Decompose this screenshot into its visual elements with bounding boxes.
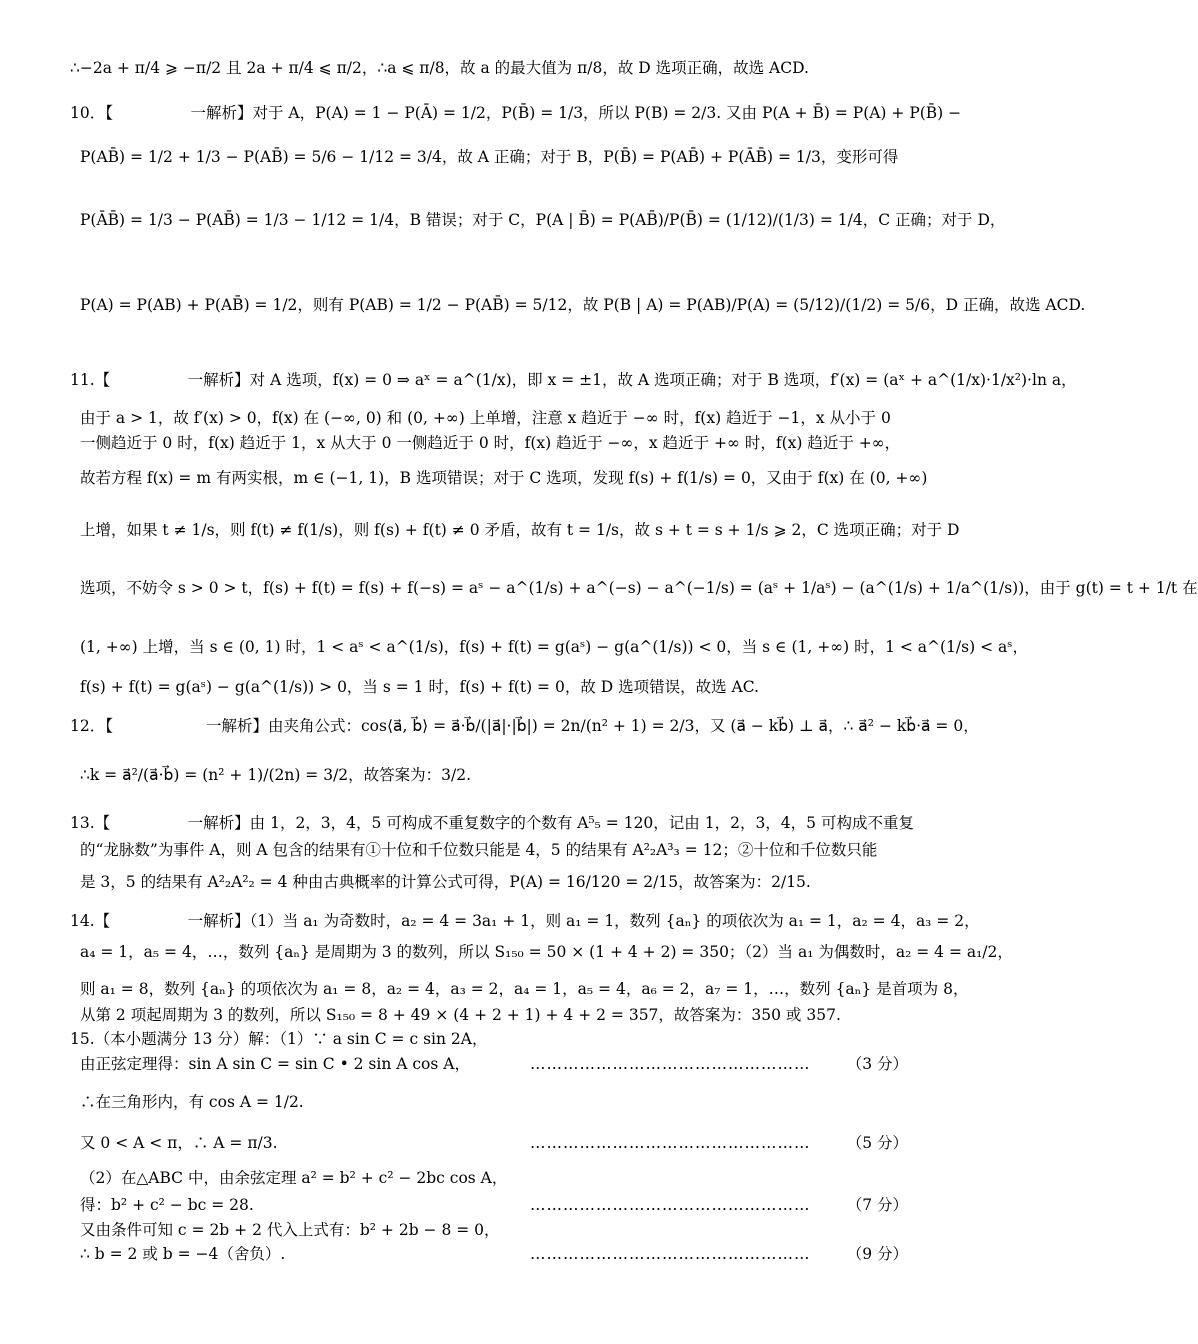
- q11-line: 一侧趋近于 0 时，f(x) 趋近于 1，x 从大于 0 一侧趋近于 0 时，f(x) 趋近于 −∞，x 趋近于 +∞ 时，f(x) 趋近于 +∞，: [80, 434, 901, 452]
- q10-line: P(AB̄) = 1/2 + 1/3 − P(AB̄) = 5/6 − 1/12 = 3/4，故 A 正确；对于 B，P(B̄) = P(AB̄) + P(ĀB̄) = 1/3，变形可得: [80, 148, 899, 166]
- leader-dots: ……………………………………………: [530, 1055, 811, 1073]
- leader-dots: ……………………………………………: [530, 1245, 811, 1263]
- q13-line: 的“龙脉数”为事件 A，则 A 包含的结果有①十位和千位数只能是 4，5 的结果有 A²₂A³₃ = 12；②十位和千位数只能: [80, 841, 878, 859]
- q15-line: （2）在△ABC 中，由余弦定理 a² = b² + c² − 2bc cos A，: [80, 1169, 508, 1187]
- step-text: ∴ b = 2 或 b = −4（舍负）.: [80, 1245, 286, 1263]
- q11-line: 11.【 一解析】对 A 选项，f(x) = 0 ⇒ aˣ = a^(1/x)，即 x = ±1，故 A 选项正确；对于 B 选项，f′(x) = (aˣ + a^(1/x)·1/x²)·ln a，: [70, 371, 1077, 389]
- score-label: （5 分）: [846, 1134, 908, 1152]
- q14-line: 从第 2 项起周期为 3 的数列，所以 S₁₅₀ = 8 + 49 × (4 + 2 + 1) + 4 + 2 = 357，故答案为：350 或 357.: [80, 1006, 841, 1024]
- q13-line: 是 3，5 的结果有 A²₂A²₂ = 4 种由古典概率的计算公式可得，P(A) = 16/120 = 2/15，故答案为：2/15.: [80, 873, 811, 891]
- q11-line: f(s) + f(t) = g(aˢ) − g(a^(1/s)) > 0，当 s = 1 时，f(s) + f(t) = 0，故 D 选项错误，故选 AC.: [80, 678, 759, 696]
- q15-step-line: [80, 1133, 908, 1153]
- q15-step-line: [80, 1244, 908, 1264]
- q11-line: 选项，不妨令 s > 0 > t，f(s) + f(t) = f(s) + f(−s) = aˢ − a^(1/s) + a^(−s) − a^(−1/s) = (aˢ + 1/aˢ) − (a^(1/s) + 1/a^(1/s))，由于 g(t) = t + 1/t 在: [80, 579, 1198, 597]
- leader-dots: ……………………………………………: [530, 1134, 811, 1152]
- q11-line: (1, +∞) 上增，当 s ∈ (0, 1) 时，1 < aˢ < a^(1/s)，f(s) + f(t) = g(aˢ) − g(a^(1/s)) < 0，当 s ∈ (1, +∞) 时，1 < a^(1/s) < aˢ，: [80, 638, 1028, 656]
- q12-line: 12．【 一解析】由夹角公式：cos⟨a⃗, b⃗⟩ = a⃗·b⃗/(|a⃗|·|b⃗|) = 2n/(n² + 1) = 2/3，又 (a⃗ − kb⃗) ⊥ a⃗，∴ a⃗² − kb⃗·a⃗ = 0，: [70, 717, 979, 735]
- q10-line: P(A) = P(AB) + P(AB̄) = 1/2，则有 P(AB) = 1/2 − P(AB̄) = 5/12，故 P(B | A) = P(AB)/P(A) = (5/12)/(1/2) = 5/6，D 正确，故选 ACD.: [80, 296, 1086, 314]
- q14-line: 14.【 一解析】（1）当 a₁ 为奇数时，a₂ = 4 = 3a₁ + 1，则 a₁ = 1，数列 {aₙ} 的项依次为 a₁ = 1，a₂ = 4，a₃ = 2，: [70, 912, 980, 930]
- q15-line: 又由条件可知 c = 2b + 2 代入上式有：b² + 2b − 8 = 0，: [80, 1221, 500, 1239]
- step-text: 得：b² + c² − bc = 28.: [80, 1196, 254, 1214]
- q12-line: ∴k = a⃗²/(a⃗·b⃗) = (n² + 1)/(2n) = 3/2，故答案为：3/2.: [80, 766, 472, 784]
- text-line: ∴−2a + π/4 ⩾ −π/2 且 2a + π/4 ⩽ π/2，∴a ⩽ π/8，故 a 的最大值为 π/8，故 D 选项正确，故选 ACD.: [70, 59, 809, 77]
- q13-line: 13.【 一解析】由 1，2，3，4，5 可构成不重复数字的个数有 A⁵₅ = 120，记由 1，2，3，4，5 可构成不重复: [70, 814, 914, 832]
- score-label: （3 分）: [846, 1055, 908, 1073]
- score-label: （9 分）: [846, 1245, 908, 1263]
- score-label: （7 分）: [846, 1196, 908, 1214]
- q15-line: ∴在三角形内，有 cos A = 1/2.: [80, 1093, 304, 1111]
- step-text: 由正弦定理得：sin A sin C = sin C • 2 sin A cos A，: [80, 1055, 470, 1073]
- q11-line: 由于 a > 1，故 f′(x) > 0，f(x) 在 (−∞, 0) 和 (0, +∞) 上单增，注意 x 趋近于 −∞ 时，f(x) 趋近于 −1，x 从小于 0: [80, 409, 891, 427]
- step-text: 又 0 < A < π，∴ A = π/3.: [80, 1134, 278, 1152]
- q11-line: 故若方程 f(x) = m 有两实根，m ∈ (−1, 1)，B 选项错误；对于 C 选项，发现 f(s) + f(1/s) = 0，又由于 f(x) 在 (0, +∞): [80, 469, 928, 487]
- q14-line: 则 a₁ = 8，数列 {aₙ} 的项依次为 a₁ = 8，a₂ = 4，a₃ = 2，a₄ = 1，a₅ = 4，a₆ = 2，a₇ = 1，…，数列 {aₙ} 是首项为 8，: [80, 980, 969, 998]
- q10-line: P(ĀB̄) = 1/3 − P(AB̄) = 1/3 − 1/12 = 1/4，B 错误；对于 C，P(A | B̄) = P(AB̄)/P(B̄) = (1/12)/(1/3) = 1/4，C 正确；对于 D，: [80, 211, 1006, 229]
- q11-line: 上增，如果 t ≠ 1/s，则 f(t) ≠ f(1/s)，则 f(s) + f(t) ≠ 0 矛盾，故有 t = 1/s，故 s + t = s + 1/s ⩾ 2，C 选项正确；对于 D: [80, 521, 960, 539]
- q10-line: 10．【 一解析】对于 A，P(A) = 1 − P(Ā) = 1/2，P(B̄) = 1/3，所以 P(B) = 2/3. 又由 P(A + B̄) = P(A) + P(B̄) −: [70, 104, 962, 122]
- q14-line: a₄ = 1，a₅ = 4，…，数列 {aₙ} 是周期为 3 的数列，所以 S₁₅₀ = 50 × (1 + 4 + 2) = 350；（2）当 a₁ 为偶数时，a₂ = 4 = a₁/2，: [80, 943, 1013, 961]
- q15-step-line: [80, 1195, 908, 1215]
- leader-dots: ……………………………………………: [530, 1196, 811, 1214]
- q15-line: 15.（本小题满分 13 分）解：（1）∵ a sin C = c sin 2A，: [70, 1030, 488, 1048]
- q15-step-line: [80, 1054, 908, 1074]
